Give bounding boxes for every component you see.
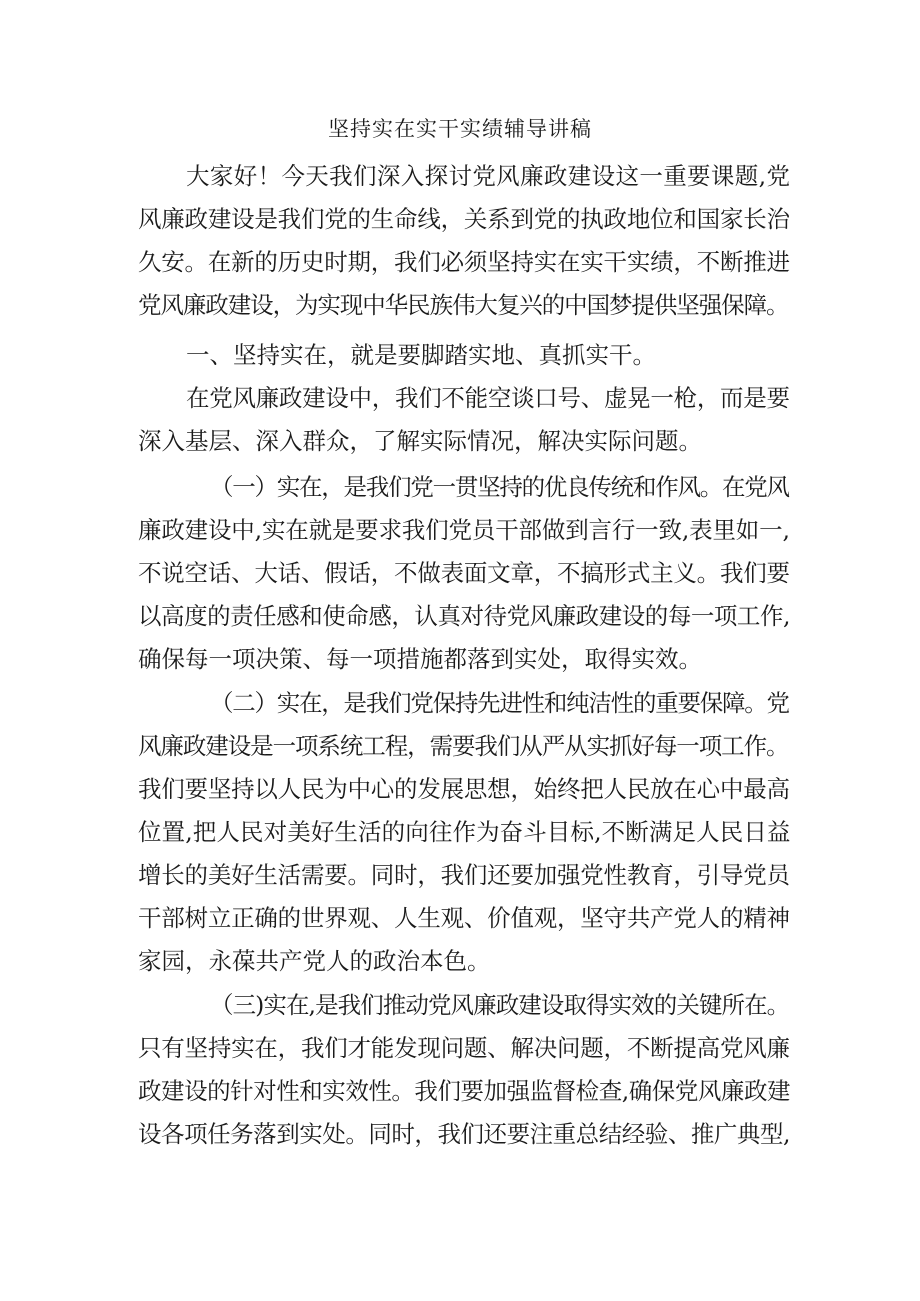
section-heading: 一、坚持实在，就是要脚踏实地、真抓实干。 [186, 341, 656, 369]
body-line: 确保每一项决策、每一项措施都落到实处，取得实效。 [138, 645, 702, 673]
body-line: 久安。在新的历史时期，我们必须坚持实在实干实绩，不断推进 [138, 248, 790, 276]
body-line: 政建设的针对性和实效性。我们要加强监督检查,确保党风廉政建 [138, 1077, 791, 1105]
body-line: 只有坚持实在，我们才能发现问题、解决问题，不断提高党风廉 [138, 1034, 790, 1062]
body-line: 不说空话、大话、假话，不做表面文章，不搞形式主义。我们要 [138, 559, 790, 587]
subsection-line: （三)实在,是我们推动党风廉政建设取得实效的关键所在。 [210, 991, 790, 1019]
body-line: 家园，永葆共产党人的政治本色。 [138, 947, 491, 975]
body-line: 风廉政建设是一项系统工程，需要我们从严从实抓好每一项工作。 [138, 732, 789, 760]
body-line: 大家好！今天我们深入探讨党风廉政建设这一重要课题,党 [186, 162, 791, 190]
body-line: 位置,把人民对美好生活的向往作为奋斗目标,不断满足人民日益 [138, 818, 791, 846]
body-line: 深入基层、深入群众，了解实际情况，解决实际问题。 [138, 427, 702, 455]
body-line: 廉政建设中,实在就是要求我们党员干部做到言行一致,表里如一, [138, 516, 790, 544]
subsection-line: （一）实在，是我们党一贯坚持的优良传统和作风。在党风 [210, 473, 789, 501]
body-line: 设各项任务落到实处。同时，我们还要注重总结经验、推广典型, [138, 1120, 791, 1148]
body-line: 党风廉政建设，为实现中华民族伟大复兴的中国梦提供坚强保障。 [138, 291, 789, 319]
body-line: 我们要坚持以人民为中心的发展思想，始终把人民放在心中最高 [138, 775, 790, 803]
body-line: 在党风廉政建设中，我们不能空谈口号、虚晃一枪，而是要 [186, 384, 790, 412]
body-line: 干部树立正确的世界观、人生观、价值观，坚守共产党人的精神 [138, 904, 790, 932]
body-line: 增长的美好生活需要。同时，我们还要加强党性教育，引导党员 [138, 861, 790, 889]
body-line: 风廉政建设是我们党的生命线，关系到党的执政地位和国家长治 [138, 205, 790, 233]
document-title: 坚持实在实干实绩辅导讲稿 [328, 117, 592, 141]
subsection-line: （二）实在，是我们党保持先进性和纯洁性的重要保障。党 [210, 689, 789, 717]
body-line: 以高度的责任感和使命感，认真对待党风廉政建设的每一项工作, [138, 602, 791, 630]
